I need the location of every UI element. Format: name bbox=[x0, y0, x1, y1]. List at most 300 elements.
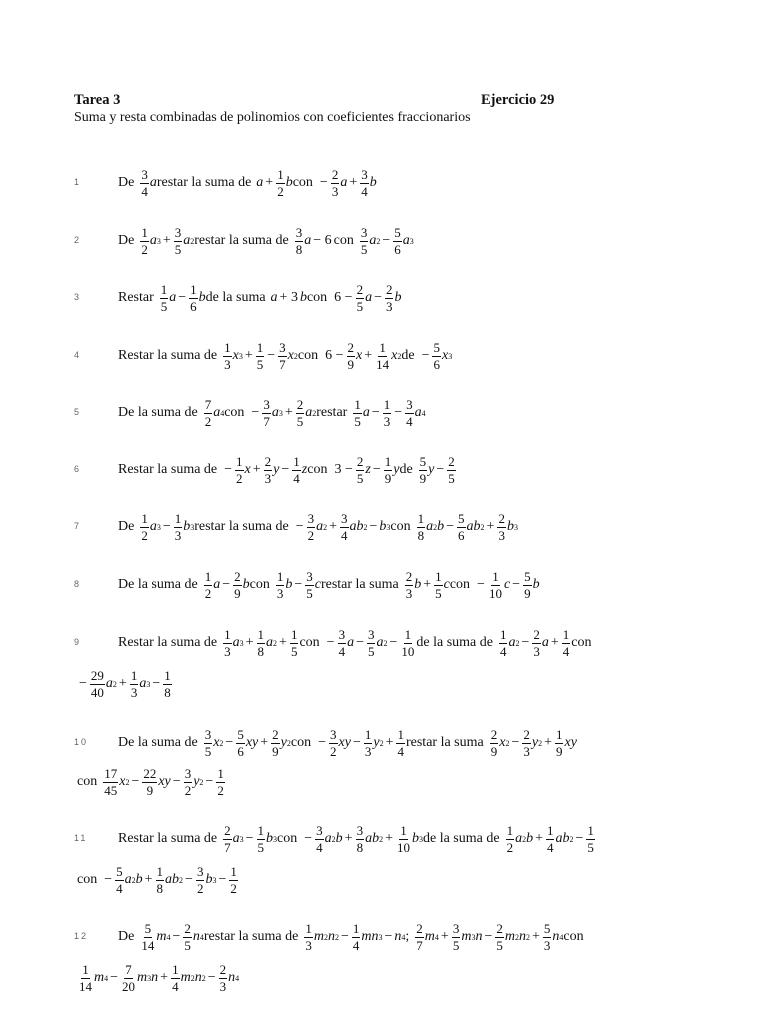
numerator: 3 bbox=[306, 568, 313, 584]
denominator: 3 bbox=[276, 585, 284, 601]
operator: − bbox=[185, 872, 193, 887]
variable: x bbox=[119, 774, 126, 789]
variable: m bbox=[156, 929, 167, 944]
exercise-number: 10 bbox=[74, 737, 89, 747]
exponent: 2 bbox=[525, 932, 530, 942]
variable: b bbox=[506, 519, 514, 534]
instruction-text: De bbox=[118, 519, 135, 534]
operator: + bbox=[160, 970, 169, 985]
exponent: 2 bbox=[112, 679, 117, 689]
exponent: 2 bbox=[383, 638, 388, 648]
variable: a bbox=[402, 233, 410, 248]
exponent: 2 bbox=[514, 932, 519, 942]
numerator: 3 bbox=[196, 863, 204, 879]
denominator: 2 bbox=[230, 880, 237, 896]
numerator: 5 bbox=[433, 339, 440, 355]
variable: a bbox=[139, 676, 147, 691]
numerator: 2 bbox=[331, 166, 339, 182]
variable: a bbox=[340, 175, 348, 190]
operator: − bbox=[224, 462, 233, 477]
variable: x bbox=[232, 348, 239, 363]
denominator: 5 bbox=[204, 743, 212, 759]
variable: n bbox=[475, 929, 483, 944]
fraction bbox=[393, 226, 402, 257]
fraction bbox=[415, 922, 424, 953]
exponent: 2 bbox=[201, 973, 206, 983]
variable: z bbox=[365, 462, 371, 477]
variable: m bbox=[424, 929, 435, 944]
numerator: 1 bbox=[384, 453, 392, 469]
numerator: 1 bbox=[546, 822, 554, 838]
exponent: 2 bbox=[125, 777, 130, 787]
instruction-text: Restar la suma de bbox=[118, 831, 218, 846]
exponent: 4 bbox=[559, 932, 564, 942]
fraction bbox=[216, 767, 225, 798]
denominator: 2 bbox=[196, 880, 204, 896]
numerator: 2 bbox=[416, 920, 423, 936]
fraction bbox=[522, 728, 531, 759]
variable: a bbox=[508, 635, 516, 650]
operator: − bbox=[131, 774, 140, 789]
denominator: 3 bbox=[543, 937, 551, 953]
numerator: 22 bbox=[143, 765, 157, 781]
operator: − bbox=[382, 233, 391, 248]
assignment-title: Tarea 3 bbox=[74, 92, 121, 108]
denominator: 4 bbox=[406, 413, 413, 429]
instruction-text: De bbox=[118, 175, 135, 190]
denominator: 2 bbox=[184, 782, 192, 798]
exponent: 3 bbox=[409, 236, 414, 246]
fraction bbox=[103, 767, 118, 798]
denominator: 10 bbox=[488, 585, 502, 601]
denominator: 3 bbox=[305, 937, 312, 953]
exponent: 3 bbox=[418, 834, 423, 844]
exponent: 3 bbox=[212, 875, 217, 885]
denominator: 5 bbox=[257, 839, 265, 855]
exponent: 3 bbox=[156, 522, 161, 532]
exercise-line bbox=[118, 919, 589, 955]
denominator: 8 bbox=[257, 643, 265, 659]
numerator: 1 bbox=[562, 626, 570, 642]
fraction bbox=[457, 512, 466, 543]
denominator: 9 bbox=[146, 782, 154, 798]
operator: + bbox=[245, 635, 254, 650]
fraction bbox=[278, 341, 287, 372]
exercise-number: 1 bbox=[74, 177, 82, 187]
variable: x bbox=[244, 462, 251, 477]
numerator: 1 bbox=[164, 667, 171, 683]
operator: − bbox=[245, 831, 254, 846]
denominator: 2 bbox=[204, 585, 212, 601]
denominator: 9 bbox=[234, 585, 241, 601]
fraction bbox=[555, 728, 564, 759]
exponent: 3 bbox=[239, 834, 244, 844]
instruction-text: de bbox=[401, 348, 415, 363]
denominator: 6 bbox=[190, 298, 197, 314]
fraction bbox=[295, 226, 304, 257]
fraction bbox=[586, 824, 595, 855]
variable: ab bbox=[165, 872, 180, 887]
operator: − bbox=[369, 519, 378, 534]
fraction bbox=[400, 628, 415, 659]
operator: − bbox=[372, 462, 381, 477]
operator: + bbox=[486, 519, 495, 534]
operator: − bbox=[267, 348, 276, 363]
numerator: 5 bbox=[543, 920, 551, 936]
variable: a bbox=[124, 872, 132, 887]
fraction bbox=[256, 341, 265, 372]
numerator: 3 bbox=[341, 510, 348, 526]
numerator: 1 bbox=[587, 822, 594, 838]
variable: xy bbox=[245, 735, 259, 750]
variable: a bbox=[232, 831, 240, 846]
denominator: 45 bbox=[104, 782, 118, 798]
numerator: 2 bbox=[490, 726, 498, 742]
variable: x bbox=[441, 348, 449, 363]
denominator: 9 bbox=[419, 470, 427, 486]
instruction-text: con bbox=[224, 405, 245, 420]
denominator: 5 bbox=[587, 839, 594, 855]
variable: x bbox=[213, 735, 220, 750]
instruction-text: con bbox=[449, 577, 471, 592]
denominator: 5 bbox=[306, 585, 313, 601]
fraction bbox=[356, 455, 365, 486]
denominator: 3 bbox=[224, 643, 231, 659]
numerator: 1 bbox=[224, 626, 231, 642]
exercise-number: 9 bbox=[74, 637, 82, 647]
operator: − bbox=[110, 970, 119, 985]
exercise-title: Ejercicio 29 bbox=[481, 92, 555, 108]
exponent: 3 bbox=[190, 522, 195, 532]
variable: a bbox=[149, 233, 157, 248]
instruction-text: con bbox=[571, 635, 592, 650]
variable: a bbox=[362, 405, 370, 420]
fraction bbox=[338, 628, 347, 659]
operator: + bbox=[385, 831, 393, 846]
variable: c bbox=[503, 577, 511, 592]
variable: m bbox=[137, 970, 148, 985]
denominator: 4 bbox=[116, 880, 123, 896]
fraction bbox=[360, 226, 369, 257]
numerator: 1 bbox=[82, 961, 89, 977]
operator: + bbox=[349, 175, 358, 190]
variable: b bbox=[394, 290, 402, 305]
fraction bbox=[140, 168, 149, 199]
denominator: 8 bbox=[417, 527, 425, 543]
exercise-line bbox=[118, 567, 540, 603]
fraction bbox=[432, 341, 441, 372]
variable: y bbox=[373, 735, 380, 750]
denominator: 9 bbox=[384, 470, 392, 486]
numerator: 1 bbox=[257, 822, 265, 838]
fraction bbox=[434, 570, 443, 601]
variable: xy bbox=[338, 735, 351, 750]
operator: − bbox=[352, 735, 361, 750]
operator: + bbox=[550, 635, 559, 650]
exponent: 3 bbox=[471, 932, 476, 942]
numerator: 5 bbox=[524, 568, 531, 584]
fraction bbox=[304, 922, 313, 953]
instruction-text: restar la suma bbox=[405, 735, 484, 750]
numerator: 1 bbox=[400, 822, 407, 838]
numerator: 3 bbox=[452, 920, 460, 936]
exercise-line bbox=[77, 862, 239, 898]
operator: + bbox=[144, 872, 153, 887]
numerator: 1 bbox=[236, 453, 243, 469]
denominator: 4 bbox=[361, 183, 368, 199]
exercise-line bbox=[77, 666, 173, 702]
exponent: 2 bbox=[334, 932, 339, 942]
fraction bbox=[305, 570, 314, 601]
operator: − bbox=[421, 348, 430, 363]
operator: − bbox=[294, 577, 303, 592]
instruction-text: restar la suma de bbox=[203, 929, 299, 944]
instruction-text: restar bbox=[316, 405, 348, 420]
exponent: 3 bbox=[147, 973, 152, 983]
fraction bbox=[184, 767, 193, 798]
operator: − bbox=[178, 290, 187, 305]
operator: − bbox=[326, 635, 335, 650]
numerator: 2 bbox=[496, 920, 503, 936]
instruction-text: restar la suma de bbox=[194, 233, 289, 248]
variable: b bbox=[379, 519, 387, 534]
numerator: 2 bbox=[385, 281, 393, 297]
numerator: 1 bbox=[352, 920, 360, 936]
exponent: 2 bbox=[190, 236, 195, 246]
exponent: 4 bbox=[104, 973, 109, 983]
numerator: 3 bbox=[184, 765, 192, 781]
fraction bbox=[364, 728, 373, 759]
variable: a bbox=[232, 635, 240, 650]
operator: − bbox=[162, 519, 171, 534]
fraction bbox=[499, 628, 508, 659]
operator: − bbox=[172, 929, 181, 944]
denominator: 4 bbox=[499, 643, 507, 659]
operator: − bbox=[512, 577, 521, 592]
variable: mn bbox=[361, 929, 379, 944]
variable: a bbox=[426, 519, 434, 534]
numerator: 1 bbox=[174, 510, 182, 526]
exponent: 4 bbox=[166, 932, 171, 942]
fraction bbox=[257, 628, 266, 659]
operator: − bbox=[225, 735, 234, 750]
operator: − bbox=[446, 519, 455, 534]
variable: n bbox=[228, 970, 236, 985]
exponent: 2 bbox=[379, 738, 384, 748]
numerator: 3 bbox=[307, 510, 315, 526]
denominator: 5 bbox=[496, 937, 503, 953]
denominator: 5 bbox=[435, 585, 442, 601]
variable: a bbox=[149, 519, 157, 534]
fraction bbox=[219, 963, 228, 994]
instruction-text: con bbox=[306, 290, 328, 305]
variable: c bbox=[443, 577, 450, 592]
operator: − bbox=[207, 970, 216, 985]
fraction bbox=[356, 283, 365, 314]
variable: b bbox=[242, 577, 250, 592]
exponent: 3 bbox=[386, 522, 391, 532]
operator: + bbox=[364, 348, 373, 363]
denominator: 4 bbox=[316, 839, 323, 855]
fraction bbox=[229, 865, 238, 896]
numerator: 1 bbox=[224, 339, 231, 355]
variable: m bbox=[313, 929, 324, 944]
variable: a bbox=[183, 233, 191, 248]
denominator: 5 bbox=[356, 298, 364, 314]
operator: + bbox=[423, 577, 432, 592]
fraction bbox=[296, 398, 305, 429]
denominator: 8 bbox=[156, 880, 164, 896]
exponent: 2 bbox=[522, 834, 527, 844]
denominator: 2 bbox=[506, 839, 514, 855]
denominator: 4 bbox=[341, 527, 348, 543]
variable: n bbox=[327, 929, 335, 944]
numerator: 1 bbox=[293, 453, 300, 469]
instruction-text: De bbox=[118, 233, 135, 248]
fraction bbox=[156, 865, 165, 896]
variable: x bbox=[356, 348, 363, 363]
exponent: 4 bbox=[401, 932, 406, 942]
numerator: 3 bbox=[361, 166, 368, 182]
numerator: 1 bbox=[190, 281, 197, 297]
variable: x bbox=[499, 735, 506, 750]
instruction-text: De la suma de bbox=[118, 577, 198, 592]
fraction bbox=[417, 512, 426, 543]
exercise-line bbox=[118, 280, 401, 316]
numerator: 2 bbox=[356, 281, 364, 297]
numerator: 3 bbox=[360, 224, 368, 240]
exponent: 2 bbox=[179, 875, 184, 885]
instruction-text: con bbox=[299, 635, 320, 650]
numerator: 1 bbox=[379, 339, 386, 355]
denominator: 4 bbox=[141, 183, 148, 199]
exponent: 2 bbox=[293, 351, 298, 361]
exponent: 2 bbox=[363, 522, 368, 532]
operator: − bbox=[521, 635, 530, 650]
fraction bbox=[506, 824, 515, 855]
variable: b bbox=[205, 872, 213, 887]
denominator: 4 bbox=[562, 643, 570, 659]
instruction-text: Restar bbox=[118, 290, 154, 305]
fraction bbox=[276, 570, 285, 601]
fraction bbox=[171, 963, 180, 994]
variable: ab bbox=[349, 519, 364, 534]
fraction bbox=[495, 922, 504, 953]
denominator: 3 bbox=[219, 978, 227, 994]
exponent: 3 bbox=[156, 236, 161, 246]
operator: − bbox=[340, 929, 349, 944]
exponent: 2 bbox=[323, 522, 328, 532]
operator: − bbox=[205, 774, 214, 789]
exercise-line bbox=[118, 338, 452, 374]
instruction-text: con bbox=[563, 929, 584, 944]
variable: a bbox=[213, 405, 221, 420]
denominator: 14 bbox=[141, 937, 155, 953]
denominator: 8 bbox=[356, 839, 364, 855]
variable: a bbox=[369, 233, 377, 248]
exercise-line bbox=[118, 223, 414, 259]
operator: + bbox=[344, 831, 353, 846]
operator: − bbox=[484, 929, 493, 944]
exponent: 2 bbox=[131, 875, 136, 885]
denominator: 8 bbox=[164, 684, 171, 700]
denominator: 2 bbox=[307, 527, 315, 543]
variable: n bbox=[194, 970, 202, 985]
operator: + bbox=[440, 929, 449, 944]
exponent: 2 bbox=[190, 973, 195, 983]
denominator: 3 bbox=[523, 743, 530, 759]
denominator: 2 bbox=[141, 241, 148, 257]
exercise-line bbox=[118, 625, 597, 661]
instruction-text: con bbox=[290, 735, 312, 750]
fraction bbox=[497, 512, 506, 543]
instruction-text: con bbox=[297, 348, 319, 363]
numerator: 5 bbox=[458, 510, 465, 526]
operator: + bbox=[118, 676, 127, 691]
numerator: 1 bbox=[397, 726, 404, 742]
instruction-text: con bbox=[77, 774, 98, 789]
variable: a bbox=[414, 405, 422, 420]
numerator: 1 bbox=[217, 765, 224, 781]
instruction-text: con bbox=[333, 233, 354, 248]
denominator: 5 bbox=[360, 241, 368, 257]
variable: y bbox=[393, 462, 400, 477]
fraction bbox=[140, 512, 149, 543]
variable: ab bbox=[466, 519, 481, 534]
exponent: 3 bbox=[448, 351, 453, 361]
variable: a bbox=[305, 405, 313, 420]
fraction bbox=[236, 728, 245, 759]
fraction bbox=[142, 767, 157, 798]
denominator: 5 bbox=[356, 470, 364, 486]
variable: y bbox=[428, 462, 435, 477]
numerator: 2 bbox=[356, 453, 364, 469]
numerator: 3 bbox=[204, 726, 212, 742]
exponent: 4 bbox=[199, 932, 204, 942]
variable: b bbox=[411, 831, 419, 846]
fraction bbox=[385, 283, 394, 314]
denominator: 2 bbox=[217, 782, 224, 798]
denominator: 3 bbox=[383, 413, 391, 429]
numerator: 7 bbox=[125, 961, 132, 977]
numerator: 1 bbox=[364, 726, 372, 742]
variable: a bbox=[266, 635, 274, 650]
operator: + bbox=[385, 735, 394, 750]
fraction bbox=[452, 922, 461, 953]
numerator: 1 bbox=[435, 568, 442, 584]
exponent: 4 bbox=[421, 408, 426, 418]
numerator: 3 bbox=[174, 224, 182, 240]
denominator: 4 bbox=[352, 937, 360, 953]
fraction bbox=[276, 168, 285, 199]
instruction-text: de la suma bbox=[205, 290, 266, 305]
numerator: 1 bbox=[354, 396, 361, 412]
fraction bbox=[196, 865, 205, 896]
operator: − bbox=[318, 735, 327, 750]
fraction bbox=[90, 669, 105, 700]
instruction-text: De bbox=[118, 929, 135, 944]
variable: a bbox=[270, 290, 278, 305]
denominator: 9 bbox=[272, 743, 279, 759]
operator: − bbox=[394, 405, 403, 420]
exponent: 3 bbox=[378, 932, 383, 942]
variable: a bbox=[304, 233, 312, 248]
operator: − bbox=[295, 519, 304, 534]
denominator: 9 bbox=[490, 743, 498, 759]
exponent: 4 bbox=[235, 973, 240, 983]
variable: y bbox=[273, 462, 280, 477]
operator: − bbox=[384, 929, 393, 944]
